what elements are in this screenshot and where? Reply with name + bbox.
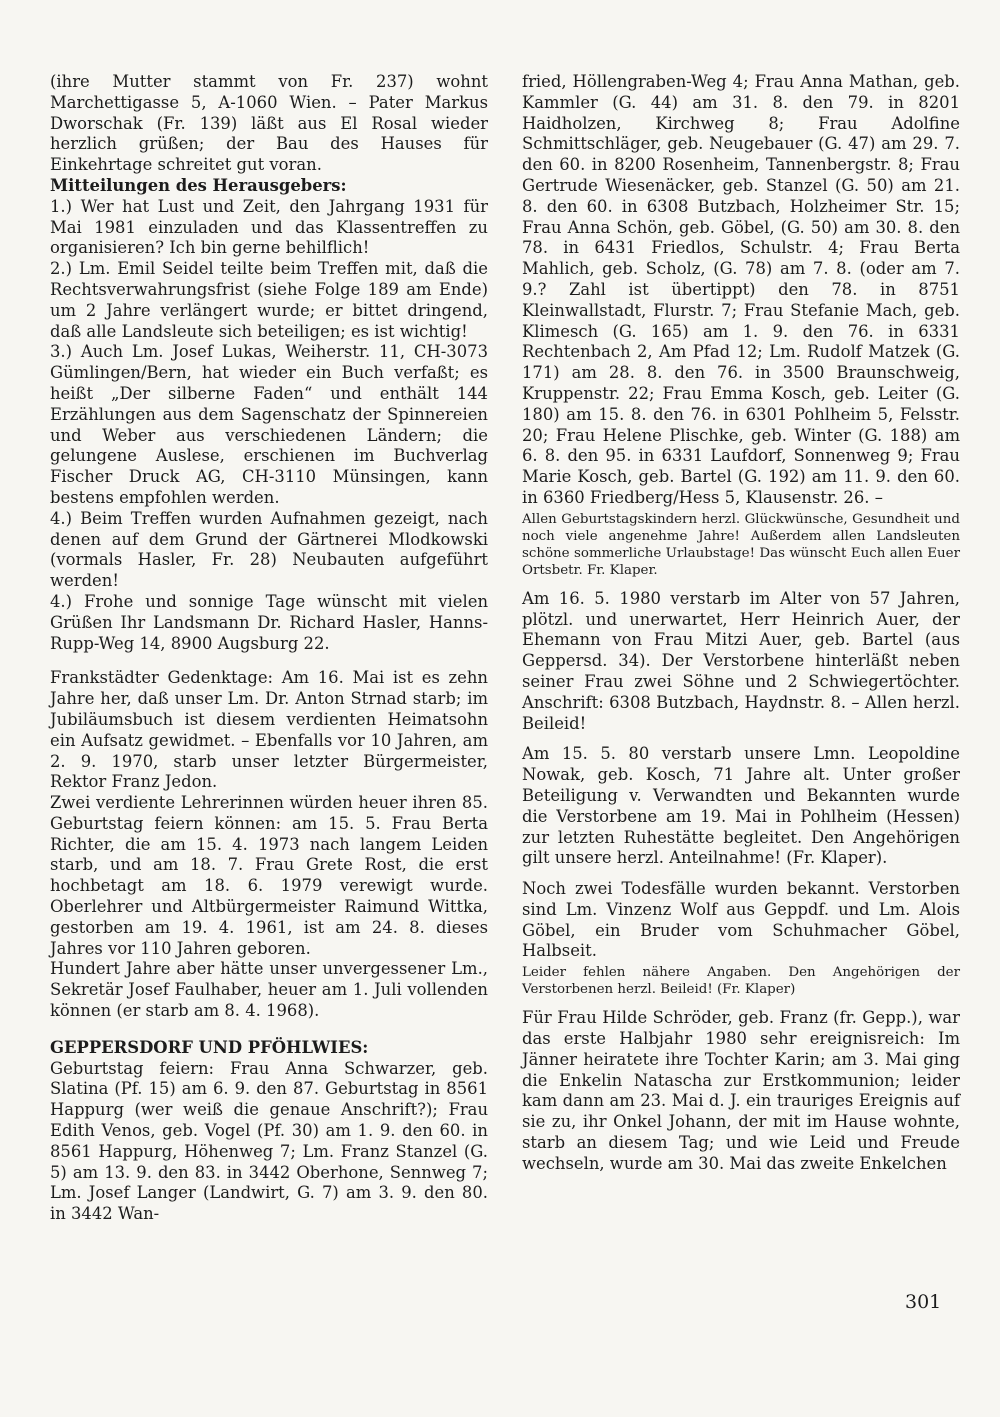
paragraph: Noch zwei Todesfälle wurden bekannt. Verstorben sind Lm. Vinzenz Wolf aus Geppdf. und Lm. Alois Göbel, ein Bruder vom Schuhmacher Göbel, Halbseit.	[522, 879, 960, 961]
paragraph: fried, Höllengraben-Weg 4; Frau Anna Mathan, geb. Kammler (G. 44) am 31. 8. den 79. in 8201 Haidholzen, Kirchweg 8; Frau Adolfine Schmittschläger, geb. Neugebauer (G. 47) am 29. 7. den 60. in 8200 Rosenheim, Tannenbergstr. 8; Frau Gertrude Wiesenäcker, geb. Stanzel (G. 50) am 21. 8. den 60. in 6308 Butzbach, Holzheimer Str. 15; Frau Anna Schön, geb. Göbel, (G. 50) am 30. 8. den 78. in 6431 Friedlos, Schulstr. 4; Frau Berta Mahlich, geb. Scholz, (G. 78) am 7. 8. (oder am 7. 9.? Zahl ist übertippt) den 78. in 8751 Kleinwallstadt, Flurstr. 7; Frau Stefanie Mach, geb. Klimesch (G. 165) am 1. 9. den 76. in 6331 Rechtenbach 2, Am Pfad 12; Lm. Rudolf Matzek (G. 171) am 28. 8. den 76. in 3500 Braunschweig, Kruppenstr. 22; Frau Emma Kosch, geb. Leiter (G. 180) am 15. 8. den 76. in 6301 Pohlheim 5, Felsstr. 20; Frau Helene Plischke, geb. Winter (G. 188) am 6. 8. den 95. in 6331 Laufdorf, Sonnenweg 9; Frau Marie Kosch, geb. Bartel (G. 192) am 11. 9. den 60. in 6360 Friedberg/Hess 5, Klausenstr. 26. –	[522, 72, 960, 507]
paragraph: 1.) Wer hat Lust und Zeit, den Jahrgang 1931 für Mai 1981 einzuladen und das Klassentreffen zu organisieren? Ich bin gerne behilflich!	[50, 196, 488, 258]
note-small: Leider fehlen nähere Angaben. Den Angehörigen der Verstorbenen herzl. Beileid! (Fr. Klaper)	[522, 965, 960, 998]
paragraph: 4.) Beim Treffen wurden Aufnahmen gezeigt, nach denen auf dem Grund der Gärtnerei Mlodkowski (vormals Hasler, Fr. 28) Neubauten aufgeführt werden!	[50, 508, 488, 591]
paragraph: Zwei verdiente Lehrerinnen würden heuer ihren 85. Geburtstag feiern können: am 15. 5. Frau Berta Richter, die am 15. 4. 1973 nach langem Leiden starb, und am 18. 7. Frau Grete Rost, die erst hochbetagt am 18. 6. 1979 verewigt wurde. Oberlehrer und Altbürgermeister Raimund Wittka, gestorben am 19. 4. 1961, ist am 24. 8. dieses Jahres vor 110 Jahren geboren.	[50, 793, 488, 958]
section-heading: Mitteilungen des Herausgebers:	[50, 175, 347, 195]
paragraph: Geburtstag feiern: Frau Anna Schwarzer, geb. Slatina (Pf. 15) am 6. 9. den 87. Geburtstag in 8561 Happurg (wer weiß die genaue Anschrift?); Frau Edith Venos, geb. Vogel (Pf. 30) am 1. 9. den 60. in 8561 Happurg, Höhenweg 7; Lm. Franz Stanzel (G. 5) am 13. 9. den 83. in 3442 Oberhone, Sennweg 7; Lm. Josef Langer (Landwirt, G. 7) am 3. 9. den 80. in 3442 Wan-	[50, 1058, 488, 1224]
paragraph: 4.) Frohe und sonnige Tage wünscht mit vielen Grüßen Ihr Landsmann Dr. Richard Hasler, Hanns-Rupp-Weg 14, 8900 Augsburg 22.	[50, 591, 488, 653]
section-heading: GEPPERSDORF UND PFÖHLWIES:	[50, 1037, 369, 1057]
paragraph: (ihre Mutter stammt von Fr. 237) wohnt Marchettigasse 5, A-1060 Wien. – Pater Markus Dworschak (Fr. 139) läßt aus El Rosal wieder herzlich grüßen; der Bau des Hauses für Einkehrtage schreitet gut voran.	[50, 72, 488, 175]
paragraph: Hundert Jahre aber hätte unser unvergessener Lm., Sekretär Josef Faulhaber, heuer am 1. Juli vollenden können (er starb am 8. 4. 1968).	[50, 959, 488, 1021]
right-column	[522, 72, 960, 1175]
paragraph: Für Frau Hilde Schröder, geb. Franz (fr. Gepp.), war das erste Halbjahr 1980 sehr ereignisreich: Im Jänner heiratete ihre Tochter Karin; am 3. Mai ging die Enkelin Natascha zur Erstkommunion; leider kam dann am 23. Mai d. J. ein trauriges Ereignis auf sie zu, ihr Onkel Johann, der mit im Hause wohnte, starb an diesem Tag; und wie Leid und Freude wechseln, wurde am 30. Mai das zweite Enkelchen	[522, 1008, 960, 1173]
page-number: 301	[905, 1291, 942, 1313]
note-small: Allen Geburtstagskindern herzl. Glückwünsche, Gesundheit und noch viele angenehme Jahre! Außerdem allen Landsleuten schöne sommerliche Urlaubstage! Das wünscht Euch allen Euer Ortsbetr. Fr. Klaper.	[522, 511, 960, 578]
left-column	[50, 72, 488, 1225]
paragraph: Am 15. 5. 80 verstarb unsere Lmn. Leopoldine Nowak, geb. Kosch, 71 Jahre alt. Unter großer Beteiligung v. Verwandten und Bekannten wurde die Verstorbene am 19. Mai in Pohlheim (Hessen) zur letzten Ruhestätte begleitet. Den Angehörigen gilt unsere herzl. Anteilnahme! (Fr. Klaper).	[522, 744, 960, 868]
paragraph: Frankstädter Gedenktage: Am 16. Mai ist es zehn Jahre her, daß unser Lm. Dr. Anton Strnad starb; im Jubiläumsbuch ist diesem verdienten Heimatsohn ein Aufsatz gewidmet. – Ebenfalls vor 10 Jahren, am 2. 9. 1970, starb unser letzter Bürgermeister, Rektor Franz Jedon.	[50, 668, 488, 792]
paragraph: 3.) Auch Lm. Josef Lukas, Weiherstr. 11, CH-3073 Gümlingen/Bern, hat wieder ein Buch verfaßt; es heißt „Der silberne Faden“ und enthält 144 Erzählungen aus dem Sagenschatz der Spinnereien und Weber aus verschiedenen Ländern; die gelungene Auslese, erschienen im Buchverlag Fischer Druck AG, CH-3110 Münsingen, kann bestens empfohlen werden.	[50, 342, 488, 507]
paragraph: 2.) Lm. Emil Seidel teilte beim Treffen mit, daß die Rechtsverwahrungsfrist (siehe Folge 189 am Ende) um 2 Jahre verlängert wurde; er bittet dringend, daß alle Landsleute sich beteiligen; es ist wichtig!	[50, 259, 488, 341]
paragraph: Am 16. 5. 1980 verstarb im Alter von 57 Jahren, plötzl. und unerwartet, Herr Heinrich Auer, der Ehemann von Frau Mitzi Auer, geb. Bartel (aus Geppersd. 34). Der Verstorbene hinterläßt neben seiner Frau zwei Söhne und 2 Schwiegertöchter. Anschrift: 6308 Butzbach, Haydnstr. 8. – Allen herzl. Beileid!	[522, 588, 960, 733]
